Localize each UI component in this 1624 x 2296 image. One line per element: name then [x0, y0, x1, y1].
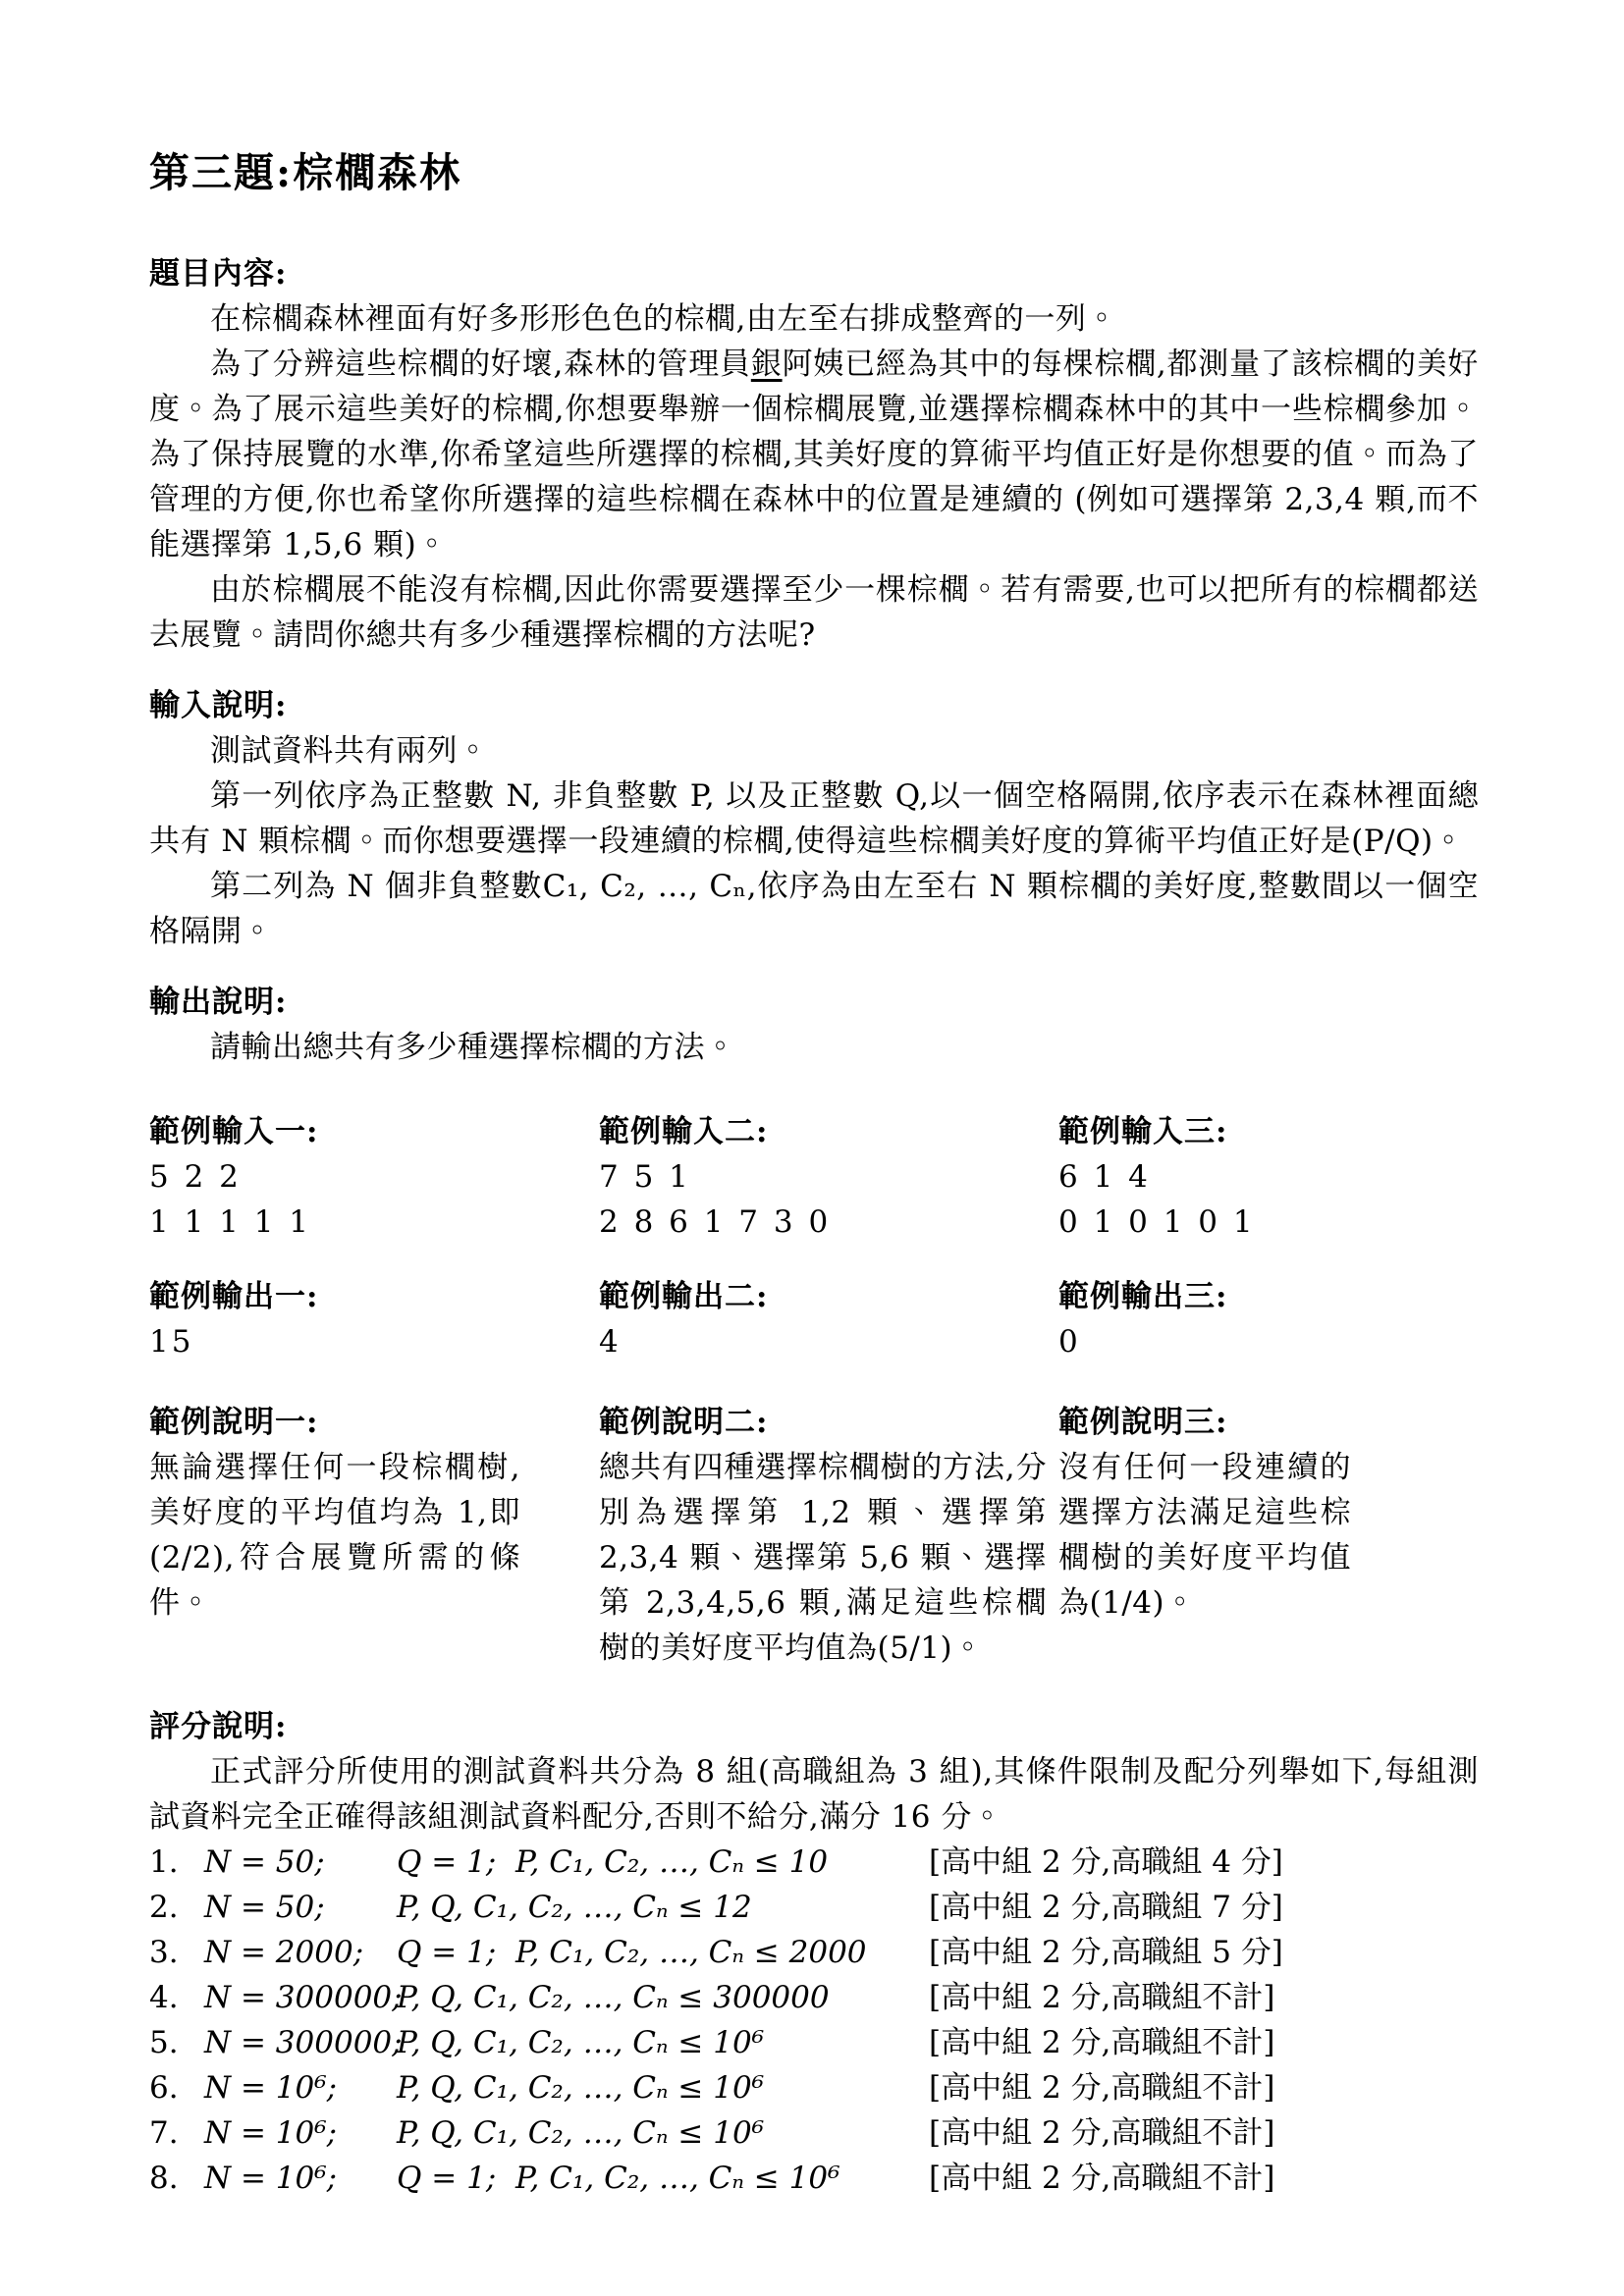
- problem-paragraph-1: 在棕櫚森林裡面有好多形形色色的棕櫚,由左至右排成整齊的一列。: [210, 301, 1117, 337]
- scoring-item-5-n: N = 300000;: [204, 2025, 403, 2060]
- samples-section: [149, 1109, 1479, 1671]
- output-paragraph-1: 請輸出總共有多少種選擇棕櫚的方法。: [210, 1030, 736, 1065]
- scoring-item-7-n: N = 10⁶;: [204, 2115, 338, 2151]
- scoring-item-4-number: 4.: [149, 1980, 179, 2015]
- sample-note-1-text: 無論選擇任何一段棕櫚樹,美好度的平均值均為 1,即(2/2),符合展覽所需的條件。: [149, 1450, 520, 1621]
- sample-input-3-line-2: 0 1 0 1 0 1: [1058, 1204, 1256, 1240]
- input-paragraph-1: 測試資料共有兩列。: [210, 733, 489, 769]
- scoring-item-1-n: N = 50;: [204, 1844, 325, 1880]
- section-heading-input: 輸入說明:: [149, 688, 288, 723]
- scoring-item-2: [149, 1885, 1479, 1930]
- scoring-item-3-condition: Q = 1; P, C₁, C₂, …, Cₙ ≤ 2000: [397, 1935, 867, 1970]
- scoring-item-6-number: 6.: [149, 2070, 179, 2106]
- scoring-item-1-condition: Q = 1; P, C₁, C₂, …, Cₙ ≤ 10: [397, 1844, 829, 1880]
- section-heading-output: 輸出說明:: [149, 985, 288, 1020]
- sample-note-3-text: 沒有任何一段連續的選擇方法滿足這些棕櫚樹的美好度平均值為(1/4)。: [1058, 1450, 1351, 1621]
- sample-input-2-line-1: 7 5 1: [599, 1159, 691, 1195]
- sample-input-3-line-1: 6 1 4: [1058, 1159, 1151, 1195]
- scoring-item-6-points: [高中組 2 分,高職組不計]: [929, 2070, 1275, 2106]
- sample-note-2-text: 總共有四種選擇棕櫚樹的方法,分別為選擇第 1,2 顆、選擇第 2,3,4 顆、選擇第 5,6 顆、選擇第 2,3,4,5,6 顆,滿足這些棕櫚樹的美好度平均值為(5/1)。: [599, 1450, 1047, 1666]
- problem-paragraph-2: [149, 342, 1479, 567]
- problem-paragraph-3: 由於棕櫚展不能沒有棕櫚,因此你需要選擇至少一棵棕櫚。若有需要,也可以把所有的棕櫚都送去展覽。請問你總共有多少種選擇棕櫚的方法呢?: [149, 572, 1479, 653]
- scoring-item-8-n: N = 10⁶;: [204, 2161, 338, 2196]
- scoring-item-7-number: 7.: [149, 2115, 179, 2151]
- scoring-item-2-n: N = 50;: [204, 1890, 325, 1925]
- sample-input-1-line-2: 1 1 1 1 1: [149, 1204, 312, 1240]
- scoring-item-7-points: [高中組 2 分,高職組不計]: [929, 2115, 1275, 2151]
- sample-input-2-label: 範例輸入二:: [599, 1114, 769, 1149]
- sample-output-2-value: 4: [599, 1324, 622, 1360]
- sample-input-1-line-1: 5 2 2: [149, 1159, 242, 1195]
- sample-column-1: [149, 1109, 599, 1671]
- scoring-item-3-n: N = 2000;: [204, 1935, 364, 1970]
- page-title: 第三題:棕櫚森林: [149, 149, 462, 196]
- scoring-item-1-points: [高中組 2 分,高職組 4 分]: [929, 1844, 1283, 1880]
- sample-column-2: [599, 1109, 1058, 1671]
- scoring-item-3-points: [高中組 2 分,高職組 5 分]: [929, 1935, 1283, 1970]
- sample-input-3-label: 範例輸入三:: [1058, 1114, 1228, 1149]
- input-paragraph-2: 第一列依序為正整數 N, 非負整數 P, 以及正整數 Q,以一個空格隔開,依序表示在森林裡面總共有 N 顆棕櫚。而你想要選擇一段連續的棕櫚,使得這些棕櫚美好度的算術平均值正好是(P/Q)。: [149, 778, 1479, 859]
- section-heading-scoring: 評分說明:: [149, 1709, 288, 1744]
- scoring-item-4: [149, 1975, 1479, 2020]
- scoring-item-4-points: [高中組 2 分,高職組不計]: [929, 1980, 1275, 2015]
- scoring-list: [149, 1840, 1479, 2201]
- problem-paragraph-2-rest: 阿姨已經為其中的每棵棕櫚,都測量了該棕櫚的美好度。為了展示這些美好的棕櫚,你想要舉辦一個棕櫚展覽,並選擇棕櫚森林中的其中一些棕櫚參加。為了保持展覽的水準,你希望這些所選擇的棕櫚,其美好度的算術平均值正好是你想要的值。而為了管理的方便,你也希望你所選擇的這些棕櫚在森林中的位置是連續的 (例如可選擇第 2,3,4 顆,而不能選擇第 1,5,6 顆)。: [149, 347, 1479, 562]
- sample-output-1-value: 15: [149, 1324, 194, 1360]
- scoring-item-2-number: 2.: [149, 1890, 179, 1925]
- scoring-item-3-number: 3.: [149, 1935, 179, 1970]
- sample-note-1-label: 範例說明一:: [149, 1405, 319, 1440]
- input-paragraph-3: 第二列為 N 個非負整數C₁, C₂, …, Cₙ,依序為由左至右 N 顆棕櫚的美好度,整數間以一個空格隔開。: [149, 869, 1479, 949]
- scoring-item-2-points: [高中組 2 分,高職組 7 分]: [929, 1890, 1283, 1925]
- scoring-item-4-condition: P, Q, C₁, C₂, …, Cₙ ≤ 300000: [397, 1980, 830, 2015]
- manager-name-underlined: 銀: [750, 347, 783, 382]
- scoring-item-6-n: N = 10⁶;: [204, 2070, 338, 2106]
- sample-output-2-label: 範例輸出二:: [599, 1279, 769, 1314]
- sample-note-2-label: 範例說明二:: [599, 1405, 769, 1440]
- sample-input-1-label: 範例輸入一:: [149, 1114, 319, 1149]
- scoring-item-6: [149, 2065, 1479, 2110]
- scoring-paragraph-1: 正式評分所使用的測試資料共分為 8 組(高職組為 3 組),其條件限制及配分列舉如下,每組測試資料完全正確得該組測試資料配分,否則不給分,滿分 16 分。: [149, 1754, 1479, 1835]
- scoring-item-5-condition: P, Q, C₁, C₂, …, Cₙ ≤ 10⁶: [397, 2025, 765, 2060]
- scoring-item-5-points: [高中組 2 分,高職組不計]: [929, 2025, 1275, 2060]
- problem-paragraph-2-lead: 為了分辨這些棕櫚的好壞,森林的管理員: [210, 347, 751, 382]
- sample-column-3: [1058, 1109, 1479, 1671]
- scoring-item-8-number: 8.: [149, 2161, 179, 2196]
- scoring-item-7-condition: P, Q, C₁, C₂, …, Cₙ ≤ 10⁶: [397, 2115, 765, 2151]
- scoring-item-5-number: 5.: [149, 2025, 179, 2060]
- sample-output-3-value: 0: [1058, 1324, 1081, 1360]
- scoring-item-4-n: N = 300000;: [204, 1980, 403, 2015]
- scoring-item-3: [149, 1930, 1479, 1975]
- scoring-item-2-condition: P, Q, C₁, C₂, …, Cₙ ≤ 12: [397, 1890, 752, 1925]
- sample-input-2-line-2: 2 8 6 1 7 3 0: [599, 1204, 832, 1240]
- scoring-item-8-condition: Q = 1; P, C₁, C₂, …, Cₙ ≤ 10⁶: [397, 2161, 840, 2196]
- scoring-item-1: [149, 1840, 1479, 1885]
- scoring-item-6-condition: P, Q, C₁, C₂, …, Cₙ ≤ 10⁶: [397, 2070, 765, 2106]
- sample-note-3-label: 範例說明三:: [1058, 1405, 1228, 1440]
- sample-output-3-label: 範例輸出三:: [1058, 1279, 1228, 1314]
- section-heading-problem: 題目內容:: [149, 256, 288, 292]
- scoring-item-5: [149, 2020, 1479, 2065]
- sample-output-1-label: 範例輸出一:: [149, 1279, 319, 1314]
- scoring-item-8-points: [高中組 2 分,高職組不計]: [929, 2161, 1275, 2196]
- scoring-item-7: [149, 2110, 1479, 2156]
- scoring-item-8: [149, 2156, 1479, 2201]
- scoring-item-1-number: 1.: [149, 1844, 179, 1880]
